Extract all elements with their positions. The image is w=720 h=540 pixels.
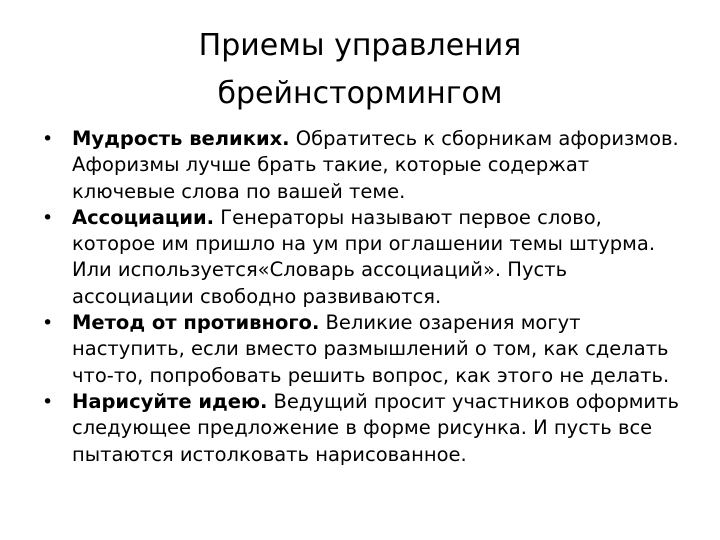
slide-title-line-2: брейнстормингом — [217, 76, 503, 111]
bullet-text: Великие озарения могут наступить, если вместо размышлений о том, как сделать что-то, попробовать решить вопрос, как этого не делать. — [72, 311, 670, 387]
bullet-text: Обратитесь к сборникам афоризмов. Афоризмы лучше брать такие, которые содержат ключевые слова по вашей теме. — [72, 127, 679, 203]
bullet-icon: • — [42, 312, 54, 335]
bullet-heading: Мудрость великих. — [72, 127, 290, 150]
bullet-item-associations — [38, 205, 688, 310]
bullet-text: Ведущий просит участников оформить следующее предложение в форме рисунка. И пусть все пытаются истолковать нарисованное. — [72, 389, 679, 466]
bullet-heading: Ассоциации. — [72, 205, 215, 229]
bullet-text: Генераторы называют первое слово, которое им пришло на ум при оглашении темы штурма. Или используется«Словарь ассоциаций». Пусть ассоциации свободно развиваются. — [72, 205, 656, 308]
bullet-list — [38, 126, 688, 468]
bullet-icon: • — [42, 128, 54, 150]
slide-title-line-1: Приемы управления — [198, 28, 522, 63]
bullet-icon: • — [42, 390, 54, 413]
bullet-item-opposite-method — [38, 310, 688, 389]
slide-title — [150, 22, 570, 118]
bullet-icon: • — [42, 206, 54, 229]
bullet-heading: Метод от противного. — [72, 311, 320, 335]
bullet-heading: Нарисуйте идею. — [72, 389, 268, 413]
bullet-item-wisdom — [38, 126, 688, 205]
bullet-item-draw-idea — [38, 389, 688, 468]
